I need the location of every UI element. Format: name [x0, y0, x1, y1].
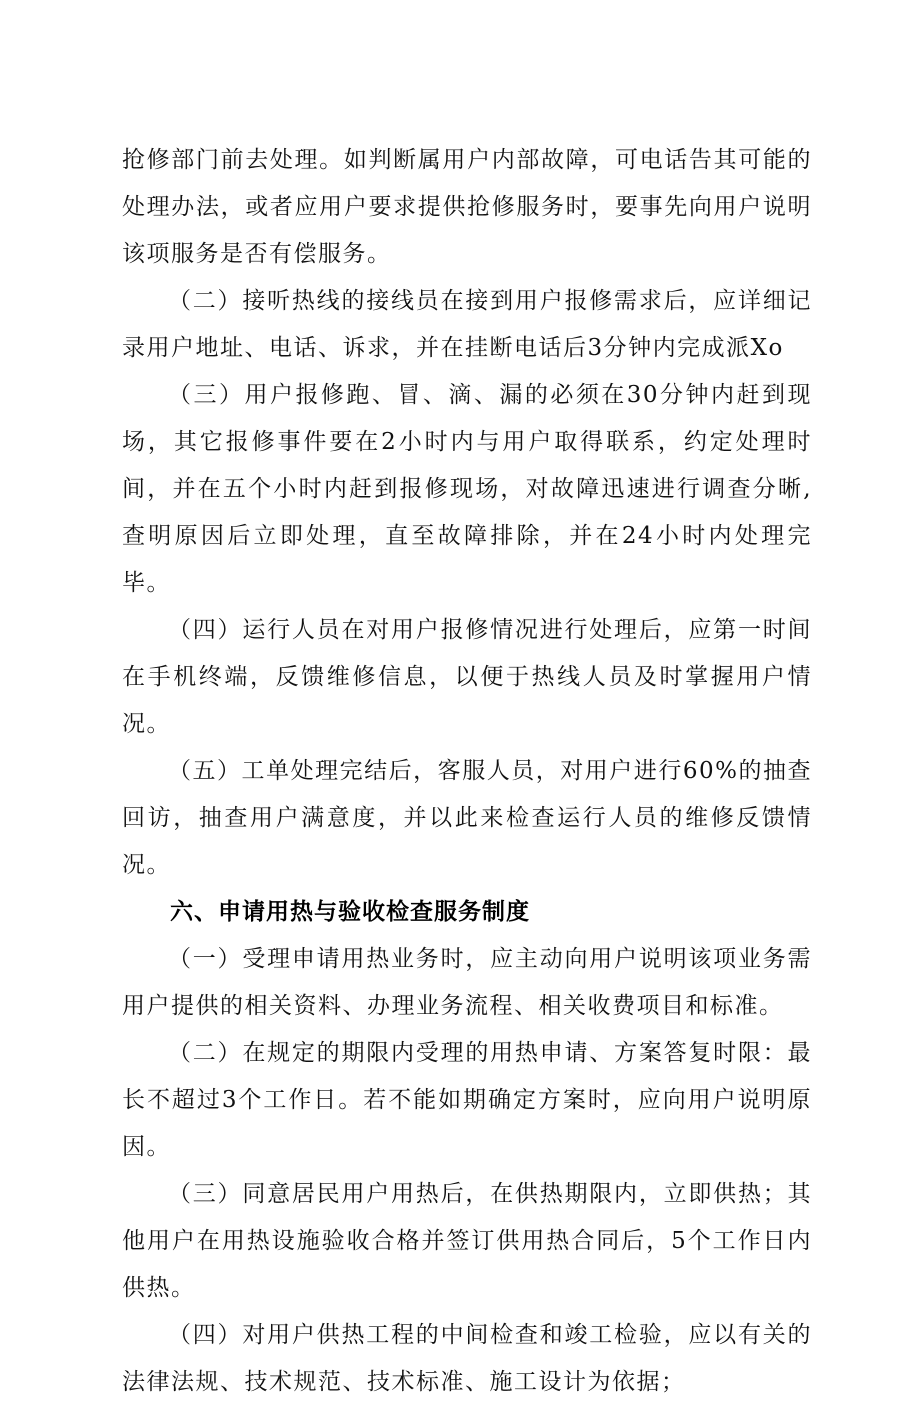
section-paragraph-1: （一）受理申请用热业务时，应主动向用户说明该项业务需用户提供的相关资料、办理业务流程、相关收费项目和标准。 — [122, 946, 812, 1019]
paragraph-item-4: （四）运行人员在对用户报修情况进行处理后，应第一时间在手机终端，反馈维修信息，以便于热线人员及时掌握用户情况。 — [122, 617, 812, 737]
paragraph-item-2: （二）接听热线的接线员在接到用户报修需求后，应详细记录用户地址、电话、诉求，并在挂断电话后3分钟内完成派Xo — [122, 288, 812, 361]
section-paragraph-3: （三）同意居民用户用热后，在供热期限内，立即供热；其他用户在用热设施验收合格并签订供用热合同后，5个工作日内供热。 — [122, 1181, 812, 1301]
paragraph-continued: 抢修部门前去处理。如判断属用户内部故障，可电话告其可能的处理办法，或者应用户要求提供抢修服务时，要事先向用户说明该项服务是否有偿服务。 — [122, 147, 812, 267]
section-paragraph-4: （四）对用户供热工程的中间检查和竣工检验，应以有关的法律法规、技术规范、技术标准、施工设计为依据； — [122, 1322, 812, 1395]
document-body — [122, 137, 812, 1406]
section-paragraph-2: （二）在规定的期限内受理的用热申请、方案答复时限：最长不超过3个工作日。若不能如期确定方案时，应向用户说明原因。 — [122, 1040, 812, 1160]
paragraph-item-5: （五）工单处理完结后，客服人员，对用户进行60%的抽查回访，抽查用户满意度，并以此来检查运行人员的维修反馈情况。 — [122, 758, 812, 878]
section-heading: 六、申请用热与验收检查服务制度 — [170, 899, 530, 925]
paragraph-item-3: （三）用户报修跑、冒、滴、漏的必须在30分钟内赶到现场，其它报修事件要在2小时内与用户取得联系，约定处理时间，并在五个小时内赶到报修现场，对故障迅速进行调查分晰,查明原因后立即处理，直至故障排除，并在24小时内处理完毕。 — [122, 382, 812, 596]
